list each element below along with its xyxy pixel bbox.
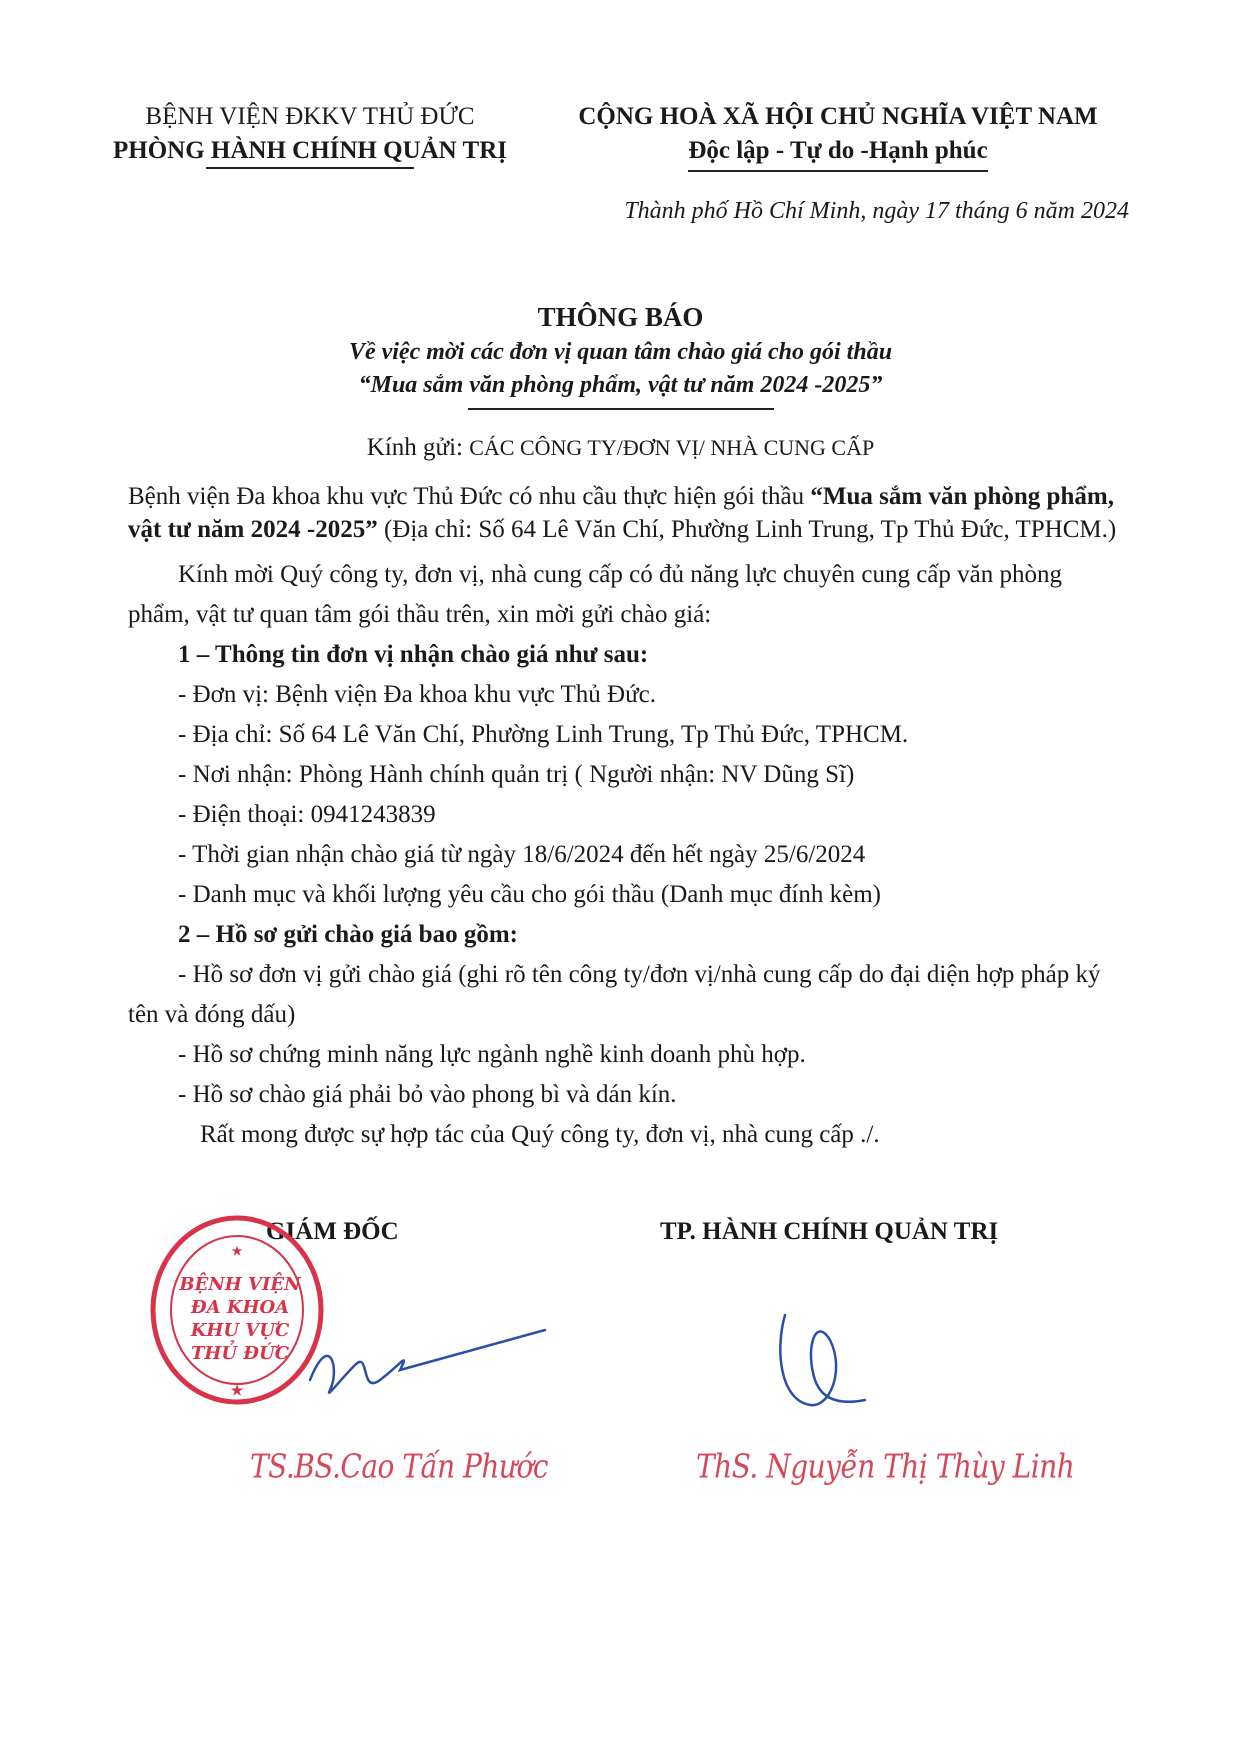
stamp-line: KHU VỰC xyxy=(190,1320,290,1341)
director-signature-icon xyxy=(300,1310,550,1420)
list-item: - Hồ sơ đơn vị gửi chào giá (ghi rõ tên công ty/đơn vị/nhà cung cấp do đại diện hợp pháp ký tên và đóng dấu) xyxy=(128,961,1101,1028)
admin-head-signature-icon xyxy=(770,1310,890,1420)
greeting-prefix: Kính gửi: xyxy=(366,434,463,461)
section-2-heading: 2 – Hồ sơ gửi chào giá bao gồm: xyxy=(178,921,518,948)
nation-name: CỘNG HOÀ XÃ HỘI CHỦ NGHĨA VIỆT NAM xyxy=(578,103,1098,130)
stamp-line: ĐA KHOA xyxy=(190,1297,290,1318)
department-name: PHÒNG HÀNH CHÍNH QUẢN TRỊ xyxy=(112,137,507,164)
stamp-line: BỆNH VIỆN xyxy=(179,1274,301,1295)
stamp-line: THỦ ĐỨC xyxy=(190,1343,290,1364)
admin-head-name: ThS. Nguyễn Thị Thùy Linh xyxy=(696,1447,1075,1486)
national-motto: Độc lập - Tự do -Hạnh phúc xyxy=(688,134,987,172)
list-item: - Địa chỉ: Số 64 Lê Văn Chí, Phường Linh Trung, Tp Thủ Đức, TPHCM. xyxy=(178,721,909,748)
intro-text: Bệnh viện Đa khoa khu vực Thủ Đức có nhu cầu thực hiện gói thầu xyxy=(128,483,811,510)
notice-body xyxy=(128,480,1128,1155)
notice-subtitle xyxy=(0,336,1241,402)
national-header xyxy=(548,100,1128,172)
notice-title: THÔNG BÁO xyxy=(537,302,704,332)
invite-paragraph: Kính mời Quý công ty, đơn vị, nhà cung cấp có đủ năng lực chuyên cung cấp văn phòng phẩm, vật tư quan tâm gói thầu trên, xin mời gửi chào giá: xyxy=(128,561,1062,628)
section-1-heading: 1 – Thông tin đơn vị nhận chào giá như sau: xyxy=(178,641,649,668)
greeting-recipient: CÁC CÔNG TY/ĐƠN VỊ/ NHÀ CUNG CẤP xyxy=(469,435,875,460)
director-name: TS.BS.Cao Tấn Phước xyxy=(250,1447,549,1486)
organization-header xyxy=(90,100,530,170)
subtitle-line-1: Về việc mời các đơn vị quan tâm chào giá cho gói thầu xyxy=(348,339,893,365)
package-name: “Mua sắm văn phòng phẩm, vật tư năm 2024 -2025” xyxy=(128,483,1114,543)
list-item: - Hồ sơ chào giá phải bỏ vào phong bì và dán kín. xyxy=(178,1081,677,1108)
svg-text:★: ★ xyxy=(231,1244,243,1258)
greeting xyxy=(0,434,1241,462)
list-item: - Hồ sơ chứng minh năng lực ngành nghề kinh doanh phù hợp. xyxy=(178,1041,806,1068)
date-location: Thành phố Hồ Chí Minh, ngày 17 tháng 6 năm 2024 xyxy=(624,198,1129,224)
intro-paragraph xyxy=(128,480,1128,546)
director-title: GIÁM ĐỐC xyxy=(266,1218,399,1245)
svg-text:★: ★ xyxy=(230,1383,244,1399)
intro-address: (Địa chỉ: Số 64 Lê Văn Chí, Phường Linh Trung, Tp Thủ Đức, TPHCM.) xyxy=(377,516,1117,543)
title-rule xyxy=(468,408,774,410)
closing-line: Rất mong được sự hợp tác của Quý công ty, đơn vị, nhà cung cấp ./. xyxy=(200,1121,880,1148)
admin-head-title: TP. HÀNH CHÍNH QUẢN TRỊ xyxy=(660,1218,999,1245)
list-item: - Đơn vị: Bệnh viện Đa khoa khu vực Thủ Đức. xyxy=(178,681,656,708)
department-underline xyxy=(206,167,414,169)
list-item: - Danh mục và khối lượng yêu cầu cho gói thầu (Danh mục đính kèm) xyxy=(178,881,881,908)
list-item: - Điện thoại: 0941243839 xyxy=(178,801,436,828)
list-item: - Nơi nhận: Phòng Hành chính quản trị ( Người nhận: NV Dũng Sĩ) xyxy=(178,761,855,788)
subtitle-line-2: “Mua sắm văn phòng phẩm, vật tư năm 2024 -2025” xyxy=(358,372,883,398)
list-item: - Thời gian nhận chào giá từ ngày 18/6/2024 đến hết ngày 25/6/2024 xyxy=(178,841,866,868)
hospital-name: BỆNH VIỆN ĐKKV THỦ ĐỨC xyxy=(145,103,475,130)
